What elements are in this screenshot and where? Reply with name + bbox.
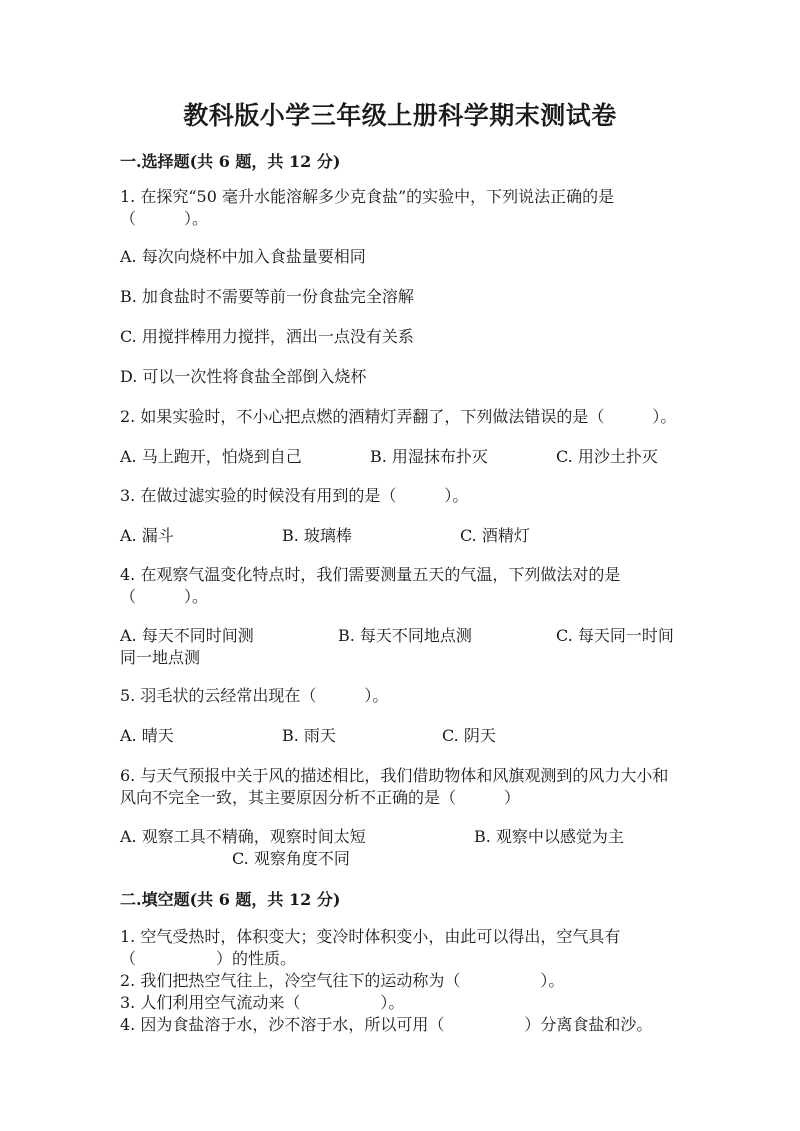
- question-4-option-b: B. 每天不同地点测: [338, 626, 472, 645]
- fill-question-1-line-2: （ ）的性质。: [120, 949, 297, 968]
- fill-question-4: 4. 因为食盐溶于水，沙不溶于水，所以可用（ ）分离食盐和沙。: [120, 1015, 653, 1034]
- question-6-option-b: B. 观察中以感觉为主: [474, 827, 624, 846]
- question-4-line-1: 4. 在观察气温变化特点时，我们需要测量五天的气温，下列做法对的是: [120, 565, 621, 584]
- question-2-option-a: A. 马上跑开，怕烧到自己: [120, 447, 302, 466]
- question-5-option-c: C. 阴天: [442, 726, 496, 745]
- fill-question-2: 2. 我们把热空气往上，冷空气往下的运动称为（ ）。: [120, 971, 565, 990]
- question-6-option-a: A. 观察工具不精确，观察时间太短: [120, 827, 366, 846]
- question-1-option-d: D. 可以一次性将食盐全部倒入烧杯: [120, 367, 367, 386]
- question-3-option-c: C. 酒精灯: [460, 526, 530, 545]
- question-3-option-a: A. 漏斗: [120, 526, 174, 545]
- question-1-line-1: 1. 在探究“50 毫升水能溶解多少克食盐”的实验中，下列说法正确的是: [120, 187, 615, 206]
- question-5-option-a: A. 晴天: [120, 726, 174, 745]
- fill-question-3: 3. 人们利用空气流动来（ ）。: [120, 993, 405, 1012]
- question-4-option-c: C. 每天同一时间: [556, 626, 674, 645]
- question-2-option-c: C. 用沙土扑灭: [556, 447, 658, 466]
- page-title: 教科版小学三年级上册科学期末测试卷: [183, 101, 617, 130]
- fill-question-1-line-1: 1. 空气受热时，体积变大；变冷时体积变小，由此可以得出，空气具有: [120, 927, 621, 946]
- question-6-line-2: 风向不完全一致，其主要原因分析不正确的是（ ）: [120, 788, 521, 807]
- question-2-line-1: 2. 如果实验时，不小心把点燃的酒精灯弄翻了，下列做法错误的是（ ）。: [120, 407, 677, 426]
- question-1-option-b: B. 加食盐时不需要等前一份食盐完全溶解: [120, 287, 414, 306]
- question-1-line-2: （ ）。: [120, 209, 209, 228]
- question-5-line-1: 5. 羽毛状的云经常出现在（ ）。: [120, 686, 389, 705]
- question-4-option-c-cont: 同一地点测: [120, 648, 201, 667]
- question-6-line-1: 6. 与天气预报中关于风的描述相比，我们借助物体和风旗观测到的风力大小和: [120, 766, 669, 785]
- question-2-option-b: B. 用湿抹布扑灭: [370, 447, 488, 466]
- question-6-option-c: C. 观察角度不同: [232, 849, 350, 868]
- question-3-option-b: B. 玻璃棒: [282, 526, 352, 545]
- question-3-line-1: 3. 在做过滤实验的时候没有用到的是（ ）。: [120, 486, 469, 505]
- question-4-option-a: A. 每天不同时间测: [120, 626, 254, 645]
- section-heading-fill: 二.填空题(共 6 题，共 12 分): [120, 890, 341, 909]
- section-heading-choice: 一.选择题(共 6 题，共 12 分): [120, 152, 341, 171]
- question-1-option-c: C. 用搅拌棒用力搅拌，洒出一点没有关系: [120, 327, 414, 346]
- question-1-option-a: A. 每次向烧杯中加入食盐量要相同: [120, 247, 366, 266]
- question-5-option-b: B. 雨天: [282, 726, 336, 745]
- question-4-line-2: （ ）。: [120, 587, 209, 606]
